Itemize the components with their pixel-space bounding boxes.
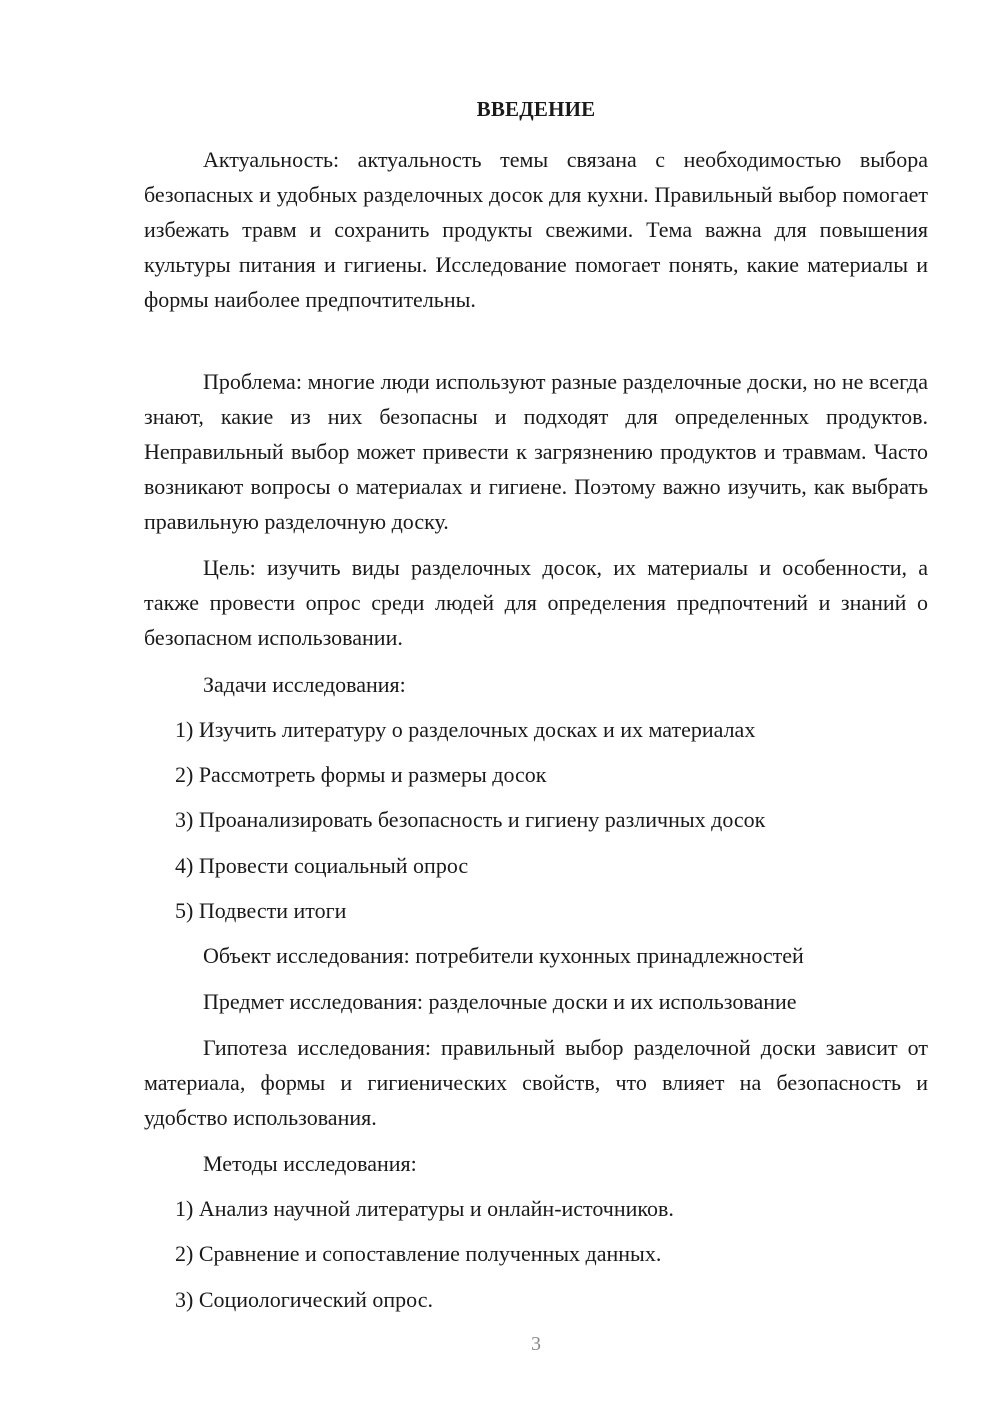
hypothesis-paragraph: Гипотеза исследования: правильный выбор разделочной доски зависит от материала, формы и гигиенических свойств, что влияет на безопасность и удобство использования. bbox=[144, 1035, 928, 1130]
task-item-1: 1) Изучить литературу о разделочных досках и их материалах bbox=[175, 717, 756, 742]
method-item-1: 1) Анализ научной литературы и онлайн-источников. bbox=[175, 1196, 674, 1221]
relevance-paragraph: Актуальность: актуальность темы связана с необходимостью выбора безопасных и удобных разделочных досок для кухни. Правильный выбор помогает избежать травм и сохранить продукты свежими. Тема важна для повышения культуры питания и гигиены. Исследование помогает понять, какие материалы и формы наиболее предпочтительны. bbox=[144, 147, 928, 312]
problem-paragraph: Проблема: многие люди используют разные разделочные доски, но не всегда знают, какие из них безопасны и подходят для определенных продуктов. Неправильный выбор может привести к загрязнению продуктов и травмам. Часто возникают вопросы о материалах и гигиене. Поэтому важно изучить, как выбрать правильную разделочную доску. bbox=[144, 369, 928, 534]
subject-line: Предмет исследования: разделочные доски и их использование bbox=[203, 989, 797, 1014]
object-line: Объект исследования: потребители кухонных принадлежностей bbox=[203, 943, 804, 968]
page-number: 3 bbox=[531, 1333, 541, 1355]
goal-paragraph: Цель: изучить виды разделочных досок, их материалы и особенности, а также провести опрос среди людей для определения предпочтений и знаний о безопасном использовании. bbox=[144, 555, 928, 650]
task-item-4: 4) Провести социальный опрос bbox=[175, 853, 469, 878]
task-item-5: 5) Подвести итоги bbox=[175, 898, 347, 923]
task-item-3: 3) Проанализировать безопасность и гигиену различных досок bbox=[175, 807, 766, 832]
method-item-3: 3) Социологический опрос. bbox=[175, 1287, 433, 1312]
section-heading: ВВЕДЕНИЕ bbox=[476, 97, 596, 121]
method-item-2: 2) Сравнение и сопоставление полученных данных. bbox=[175, 1241, 662, 1266]
methods-heading: Методы исследования: bbox=[203, 1151, 417, 1176]
tasks-heading: Задачи исследования: bbox=[203, 672, 406, 697]
task-item-2: 2) Рассмотреть формы и размеры досок bbox=[175, 762, 547, 787]
